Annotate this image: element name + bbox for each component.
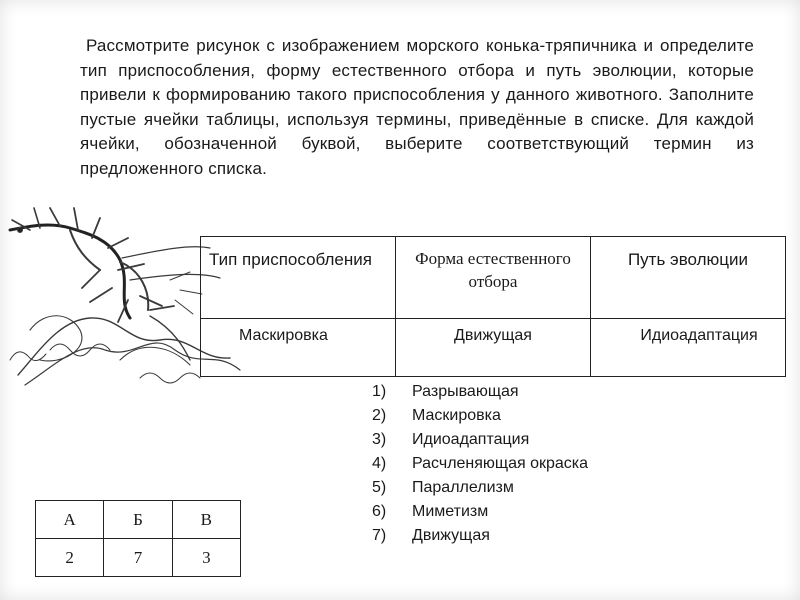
cell-selection-form[interactable]: Движущая bbox=[396, 319, 591, 377]
digit-b[interactable]: 7 bbox=[104, 539, 172, 577]
list-item: 3) Идиоадаптация bbox=[372, 431, 530, 448]
list-item: 4) Расчленяющая окраска bbox=[372, 455, 589, 472]
cell-adaptation-type[interactable]: Маскировка bbox=[201, 319, 396, 377]
letter-b: Б bbox=[104, 501, 172, 539]
digit-v[interactable]: 3 bbox=[172, 539, 240, 577]
letter-a: А bbox=[36, 501, 104, 539]
terms-list bbox=[372, 380, 588, 548]
answer-grid-value-row bbox=[201, 319, 786, 377]
answer-digits-row bbox=[36, 539, 241, 577]
task-text bbox=[80, 34, 754, 181]
list-item: 1) Разрывающая bbox=[372, 383, 519, 400]
header-selection-form: Форма естественного отбора bbox=[396, 237, 591, 319]
list-item: 6) Миметизм bbox=[372, 503, 489, 520]
answer-code-table bbox=[35, 500, 241, 577]
letter-v: В bbox=[172, 501, 240, 539]
header-adaptation-type: Тип приспособления bbox=[201, 237, 396, 319]
list-item: 2) Маскировка bbox=[372, 407, 501, 424]
task-text-content: Рассмотрите рисунок с изображением морского конька-тряпичника и определите тип приспособления, форму естественного отбора и путь эволюции, которые привели к формированию такого приспособления у данного животного. Заполните пустые ячейки таблицы, используя термины, приведённые в списке. Для каждой ячейки, обозначенной буквой, выберите соответствующий термин из предложенного списка. bbox=[80, 36, 754, 178]
answer-grid-header-row bbox=[201, 237, 786, 319]
list-item: 7) Движущая bbox=[372, 527, 490, 544]
header-evolution-path: Путь эволюции bbox=[591, 237, 786, 319]
digit-a[interactable]: 2 bbox=[36, 539, 104, 577]
answer-grid bbox=[200, 236, 786, 377]
answer-letters-row bbox=[36, 501, 241, 539]
cell-evolution-path[interactable]: Идиоадаптация bbox=[591, 319, 786, 377]
list-item: 5) Параллелизм bbox=[372, 479, 514, 496]
